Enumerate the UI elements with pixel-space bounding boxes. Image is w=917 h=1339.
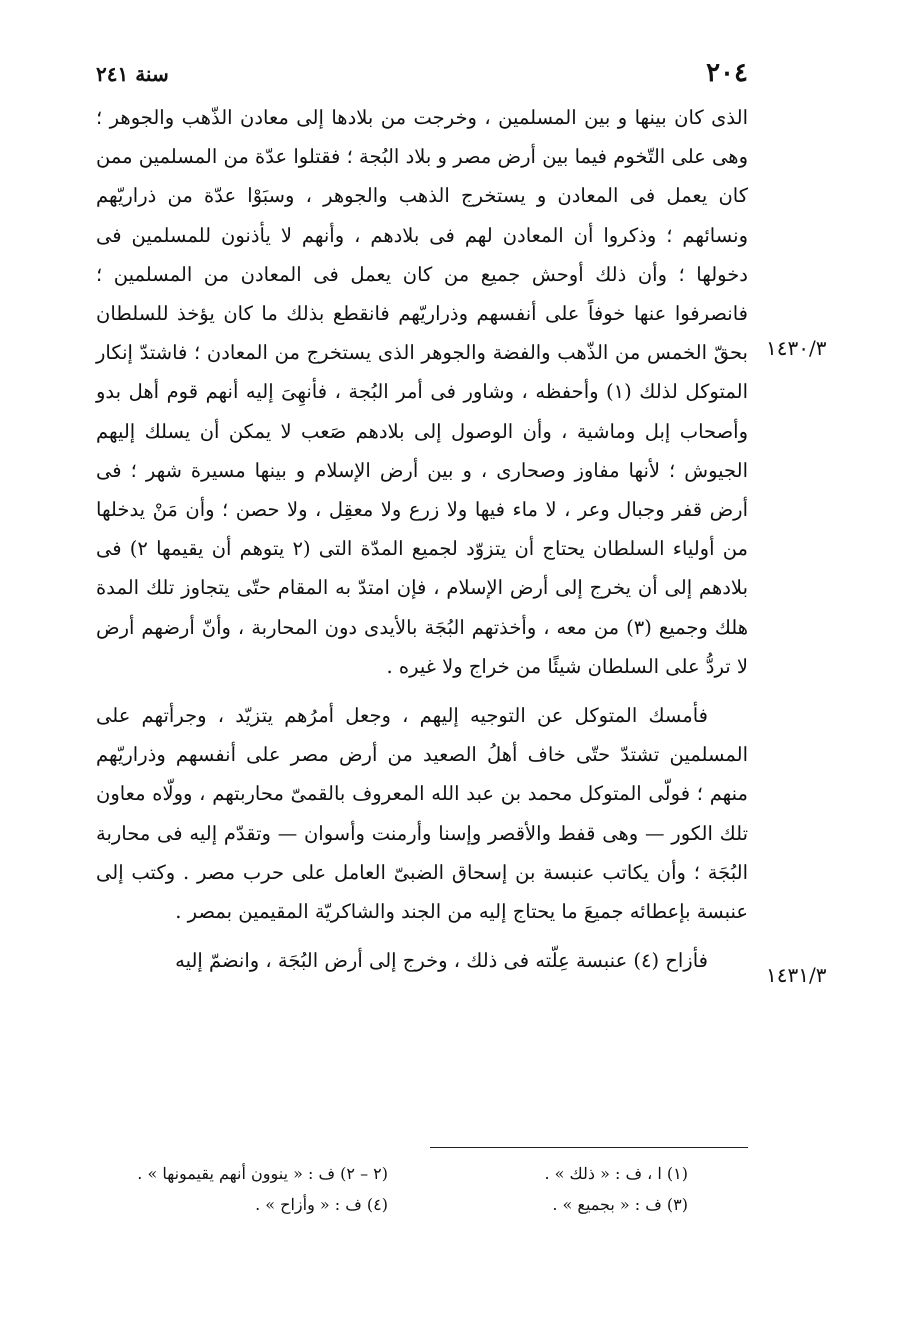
paragraph: فأزاح (٤) عنبسة عِلّته فى ذلك ، وخرج إلى أرض البُجَة ، وانضمّ إليه (175, 949, 708, 973)
footnote-column-left (137, 1158, 388, 1220)
margin-reference: ١٤٣١/٣ (766, 963, 827, 987)
paragraph: فأمسك المتوكل عن التوجيه إليهم ، وجعل أمرُهم يتزيّد ، وجرأتهم على المسلمين تشتدّ حتّى خاف أهلُ الصعيد من أرض مصر على أنفسهم وذراريّهم منهم ؛ فولّى المتوكل محمد بن عبد الله المعروف بالقمىّ محاربتهم ، وولّاه معاون تلك الكور — وهى قفط والأقصر وإسنا وأرمنت وأسوان — وتقدّم إليه فى محاربة البُجَة ؛ وأن يكاتب عنبسة بن إسحاق الضبىّ العامل على حرب مصر . وكتب إلى عنبسة بإعطائه جميعَ ما يحتاج إليه من الجند والشاكريّة المقيمين بمصر . (96, 704, 748, 924)
footnote: (٢ – ٢) ف : « ينوون أنهم يقيمونها » . (137, 1164, 388, 1183)
footnote-divider (430, 1147, 748, 1148)
paragraph: الذى كان بينها و بين المسلمين ، وخرجت من بلادها إلى معادن الذّهب والجوهر ؛ وهى على التّخوم فيما بين أرض مصر و بلاد البُجة ؛ فقتلوا عدّة من المسلمين ممن كان يعمل فى المعادن و يستخرج الذهب والجوهر ، وسبَوْا عدّة من ذراريّهم ونسائهم ؛ وذكروا أن المعادن لهم فى بلادهم ، وأنهم لا يأذنون للمسلمين فى دخولها ؛ وأن ذلك أوحش جميع من كان يعمل فى المعادن من المسلمين ؛ فانصرفوا عنها خوفاً على أنفسهم وذراريّهم فانقطع بذلك ما كان يؤخذ للسلطان بحقّ الخمس من الذّهب والفضة والجوهر الذى يستخرج من المعادن ؛ فاشتدّ إنكار المتوكل لذلك (١) وأحفظه ، وشاور فى أمر البُجة ، فأنهِىَ إليه أنهم قوم أهل بدو وأصحاب إبل وماشية ، وأن الوصول إلى بلادهم صَعب لا يمكن أن يسلك إليهم الجيوش ؛ لأنها مفاوز وصحارى ، و بين أرض الإسلام و بينها مسيرة شهر ؛ فى أرض قفر وجبال وعر ، لا ماء فيها ولا زرع ولا معقِل ، ولا حصن ؛ وأن مَنْ يدخلها من أولياء السلطان يحتاج أن يتزوّد لجميع المدّة التى (٢ يتوهم أن يقيمها ٢) فى بلادهم إلى أن يخرج إلى أرض الإسلام ، فإن امتدّ به المقام حتّى يتجاوز تلك المدة هلك وجميع (٣) من معه ، وأخذتهم البُجَة بالأيدى دون المحاربة ، وأنّ أرضهم أرض لا تردُّ على السلطان شيئًا من خراج ولا غيره . (96, 106, 749, 678)
footnote: (٤) ف : « وأزاح » . (255, 1195, 388, 1214)
margin-reference: ١٤٣٠/٣ (766, 336, 827, 360)
footnote: (١) ا ، ف : « ذلك » . (544, 1164, 688, 1183)
page-number: ٢٠٤ (706, 58, 748, 88)
main-text (96, 98, 748, 980)
running-header-year: سنة ٢٤١ (96, 62, 169, 86)
page-header (96, 58, 748, 92)
footnote: (٣) ف : « بجميع » . (552, 1195, 688, 1214)
footnote-column-right (544, 1158, 688, 1220)
